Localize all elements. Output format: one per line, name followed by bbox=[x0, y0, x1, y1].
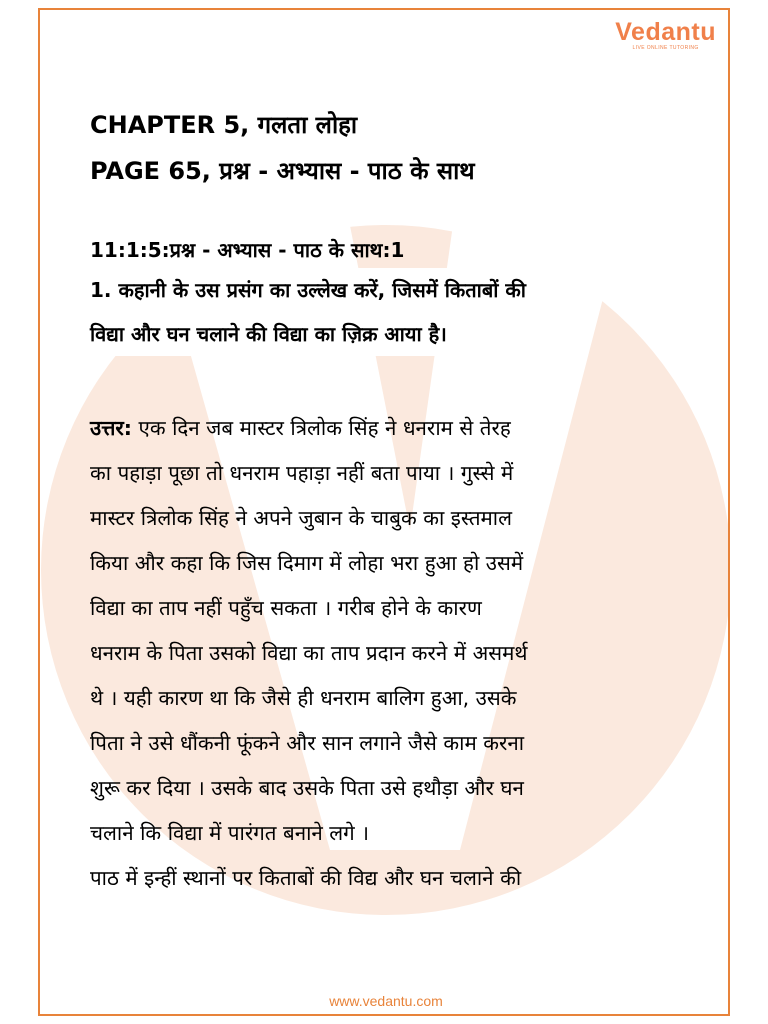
logo-tagline: LIVE ONLINE TUTORING bbox=[632, 45, 699, 51]
vedantu-logo bbox=[615, 18, 716, 51]
answer-line: शुरू कर दिया । उसके बाद उसके पिता उसे हथौड़ा और घन bbox=[90, 776, 524, 800]
document-page bbox=[38, 8, 730, 1016]
question-line-1: 1. कहानी के उस प्रसंग का उल्लेख करें, जिसमें किताबों की bbox=[84, 268, 532, 312]
answer-line: पिता ने उसे धौंकनी फूंकने और सान लगाने जैसे काम करना bbox=[90, 731, 525, 755]
answer-label: उत्तर: bbox=[90, 416, 132, 440]
answer-line: धनराम के पिता उसको विद्या का ताप प्रदान करने में असमर्थ bbox=[90, 641, 528, 665]
question-label: 11:1:5:प्रश्न - अभ्यास - पाठ के साथ:1 bbox=[90, 238, 405, 262]
question-line-2: विद्या और घन चलाने की विद्या का ज़िक्र आया है। bbox=[84, 312, 453, 356]
answer-line: मास्टर त्रिलोक सिंह ने अपने जुबान के चाबुक का इस्तमाल bbox=[90, 506, 512, 530]
answer-block bbox=[90, 406, 696, 901]
page-heading: PAGE 65, प्रश्न - अभ्यास - पाठ के साथ bbox=[90, 157, 475, 185]
answer-line: थे । यही कारण था कि जैसे ही धनराम बालिग हुआ, उसके bbox=[90, 686, 517, 710]
answer-line: किया और कहा कि जिस दिमाग में लोहा भरा हुआ हो उसमें bbox=[90, 551, 524, 575]
footer-website-link[interactable]: www.vedantu.com bbox=[329, 993, 443, 1009]
answer-line: विद्या का ताप नहीं पहुँच सकता । गरीब होने के कारण bbox=[90, 596, 482, 620]
answer-line: चलाने कि विद्या में पारंगत बनाने लगे । bbox=[90, 821, 370, 845]
answer-line: पाठ में इन्हीं स्थानों पर किताबों की विद्य और घन चलाने की bbox=[90, 866, 522, 890]
answer-line-text: एक दिन जब मास्टर त्रिलोक सिंह ने धनराम से तेरह bbox=[131, 416, 511, 440]
answer-line bbox=[90, 406, 696, 451]
answer-line: का पहाड़ा पूछा तो धनराम पहाड़ा नहीं बता पाया । गुस्से में bbox=[90, 461, 514, 485]
document-content bbox=[90, 102, 696, 901]
chapter-heading: CHAPTER 5, गलता लोहा bbox=[90, 111, 358, 139]
logo-wordmark: Vedantu bbox=[615, 18, 716, 46]
question-text bbox=[90, 268, 696, 356]
